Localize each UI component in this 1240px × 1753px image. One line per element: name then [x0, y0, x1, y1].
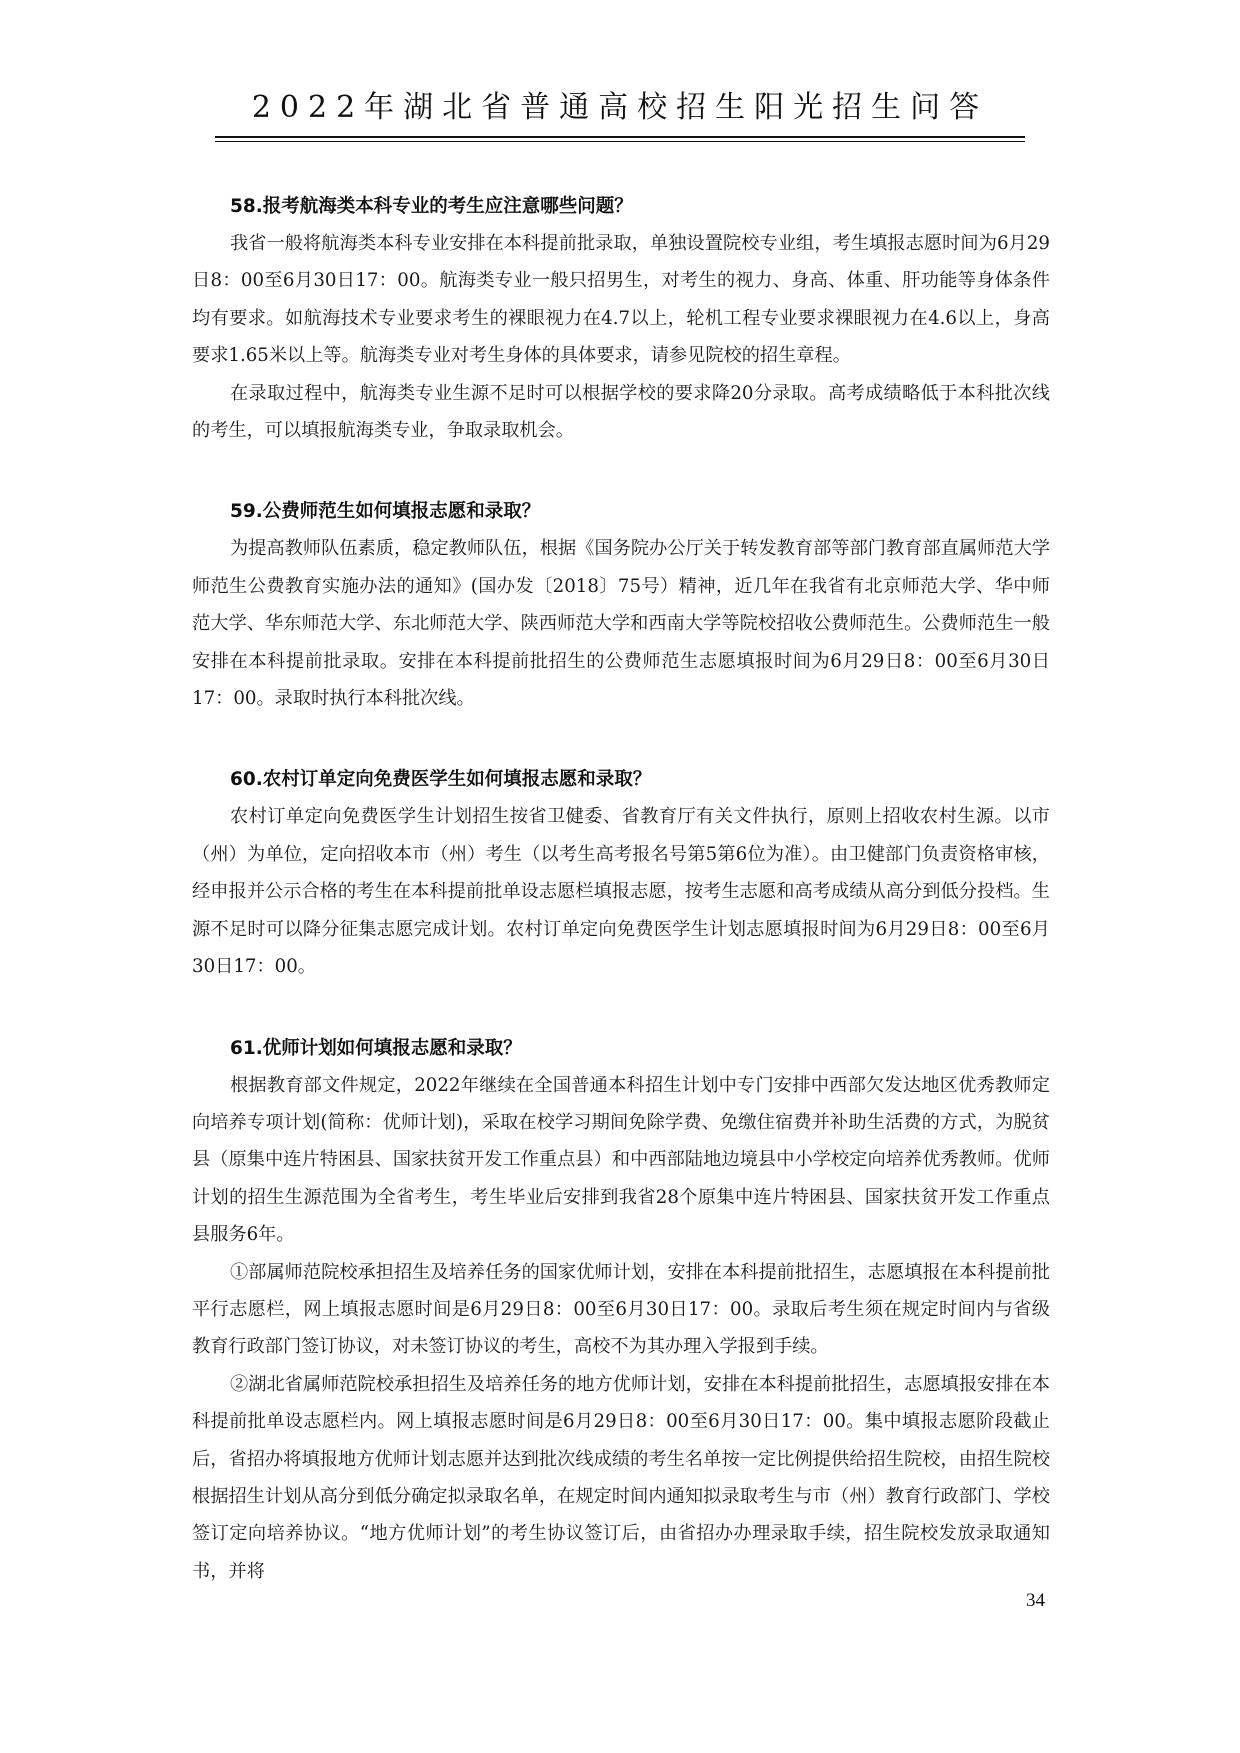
answer-paragraph: 根据教育部文件规定，2022年继续在全国普通本科招生计划中专门安排中西部欠发达地区优秀教师定向培养专项计划(简称：优师计划)，采取在校学习期间免除学费、免缴住宿费并补助生活费的方式，为脱贫县（原集中连片特困县、国家扶贫开发工作重点县）和中西部陆地边境县中小学校定向培养优秀教师。优师计划的招生生源范围为全省考生，考生毕业后安排到我省28个原集中连片特困县、国家扶贫开发工作重点县服务6年。	[192, 1074, 1050, 1246]
answer-paragraph: ②湖北省属师范院校承担招生及培养任务的地方优师计划，安排在本科提前批招生，志愿填报安排在本科提前批单设志愿栏内。网上填报志愿时间是6月29日8：00至6月30日17：00。集中填报志愿阶段截止后，省招办将填报地方优师计划志愿并达到批次线成绩的考生名单按一定比例提供给招生院校，由招生院校根据招生计划从高分到低分确定拟录取名单，在规定时间内通知拟录取考生与市（州）教育行政部门、学校签订定向培养协议。“地方优师计划”的考生协议签订后，由省招办办理录取手续，招生院校发放录取通知书，并将	[192, 1373, 1050, 1582]
qa-section-61	[192, 1030, 1050, 1591]
page-header	[215, 88, 1025, 142]
qa-section-58	[192, 188, 1050, 449]
page-number: 34	[1026, 1590, 1045, 1611]
question-title: 59.公费师范生如何填报志愿和录取？	[230, 501, 541, 523]
question-title: 58.报考航海类本科专业的考生应注意哪些问题？	[230, 196, 633, 217]
qa-section-60	[192, 761, 1050, 985]
answer-paragraph: 农村订单定向免费医学生计划招生按省卫健委、省教育厅有关文件执行，原则上招收农村生源。以市（州）为单位，定向招收本市（州）考生（以考生高考报名号第5第6位为准）。由卫健部门负责资格审核，经申报并公示合格的考生在本科提前批单设志愿栏填报志愿，按考生志愿和高考成绩从高分到低分投档。生源不足时可以降分征集志愿完成计划。农村订单定向免费医学生计划志愿填报时间为6月29日8：00至6月30日17：00。	[192, 806, 1050, 978]
header-rule-thick	[215, 136, 1025, 138]
document-body	[192, 188, 1050, 1590]
answer-paragraph: 我省一般将航海类本科专业安排在本科提前批录取，单独设置院校专业组，考生填报志愿时间为6月29日8：00至6月30日17：00。航海类专业一般只招男生，对考生的视力、身高、体重、肝功能等身体条件均有要求。如航海技术专业要求考生的裸眼视力在4.7以上，轮机工程专业要求裸眼视力在4.6以上，身高要求1.65米以上等。航海类专业对考生身体的具体要求，请参见院校的招生章程。	[192, 233, 1050, 367]
page-title: 2022年湖北省普通高校招生阳光招生问答	[251, 90, 989, 125]
question-title: 61.优师计划如何填报志愿和录取？	[230, 1037, 522, 1059]
answer-paragraph: ①部属师范院校承担招生及培养任务的国家优师计划，安排在本科提前批招生，志愿填报在本科提前批平行志愿栏，网上填报志愿时间是6月29日8：00至6月30日17：00。录取后考生须在规定时间内与省级教育行政部门签订协议，对未签订协议的考生，高校不为其办理入学报到手续。	[192, 1261, 1050, 1358]
question-title: 60.农村订单定向免费医学生如何填报志愿和录取？	[230, 769, 652, 791]
header-rule-thin	[215, 141, 1025, 142]
answer-paragraph: 在录取过程中，航海类专业生源不足时可以根据学校的要求降20分录取。高考成绩略低于本科批次线的考生，可以填报航海类专业，争取录取机会。	[192, 382, 1050, 442]
qa-section-59	[192, 493, 1050, 717]
answer-paragraph: 为提高教师队伍素质，稳定教师队伍，根据《国务院办公厅关于转发教育部等部门教育部直属师范大学师范生公费教育实施办法的通知》(国办发〔2018〕75号）精神，近几年在我省有北京师范大学、华中师范大学、华东师范大学、东北师范大学、陕西师范大学和西南大学等院校招收公费师范生。公费师范生一般安排在本科提前批录取。安排在本科提前批招生的公费师范生志愿填报时间为6月29日8：00至6月30日17：00。录取时执行本科批次线。	[192, 538, 1050, 710]
